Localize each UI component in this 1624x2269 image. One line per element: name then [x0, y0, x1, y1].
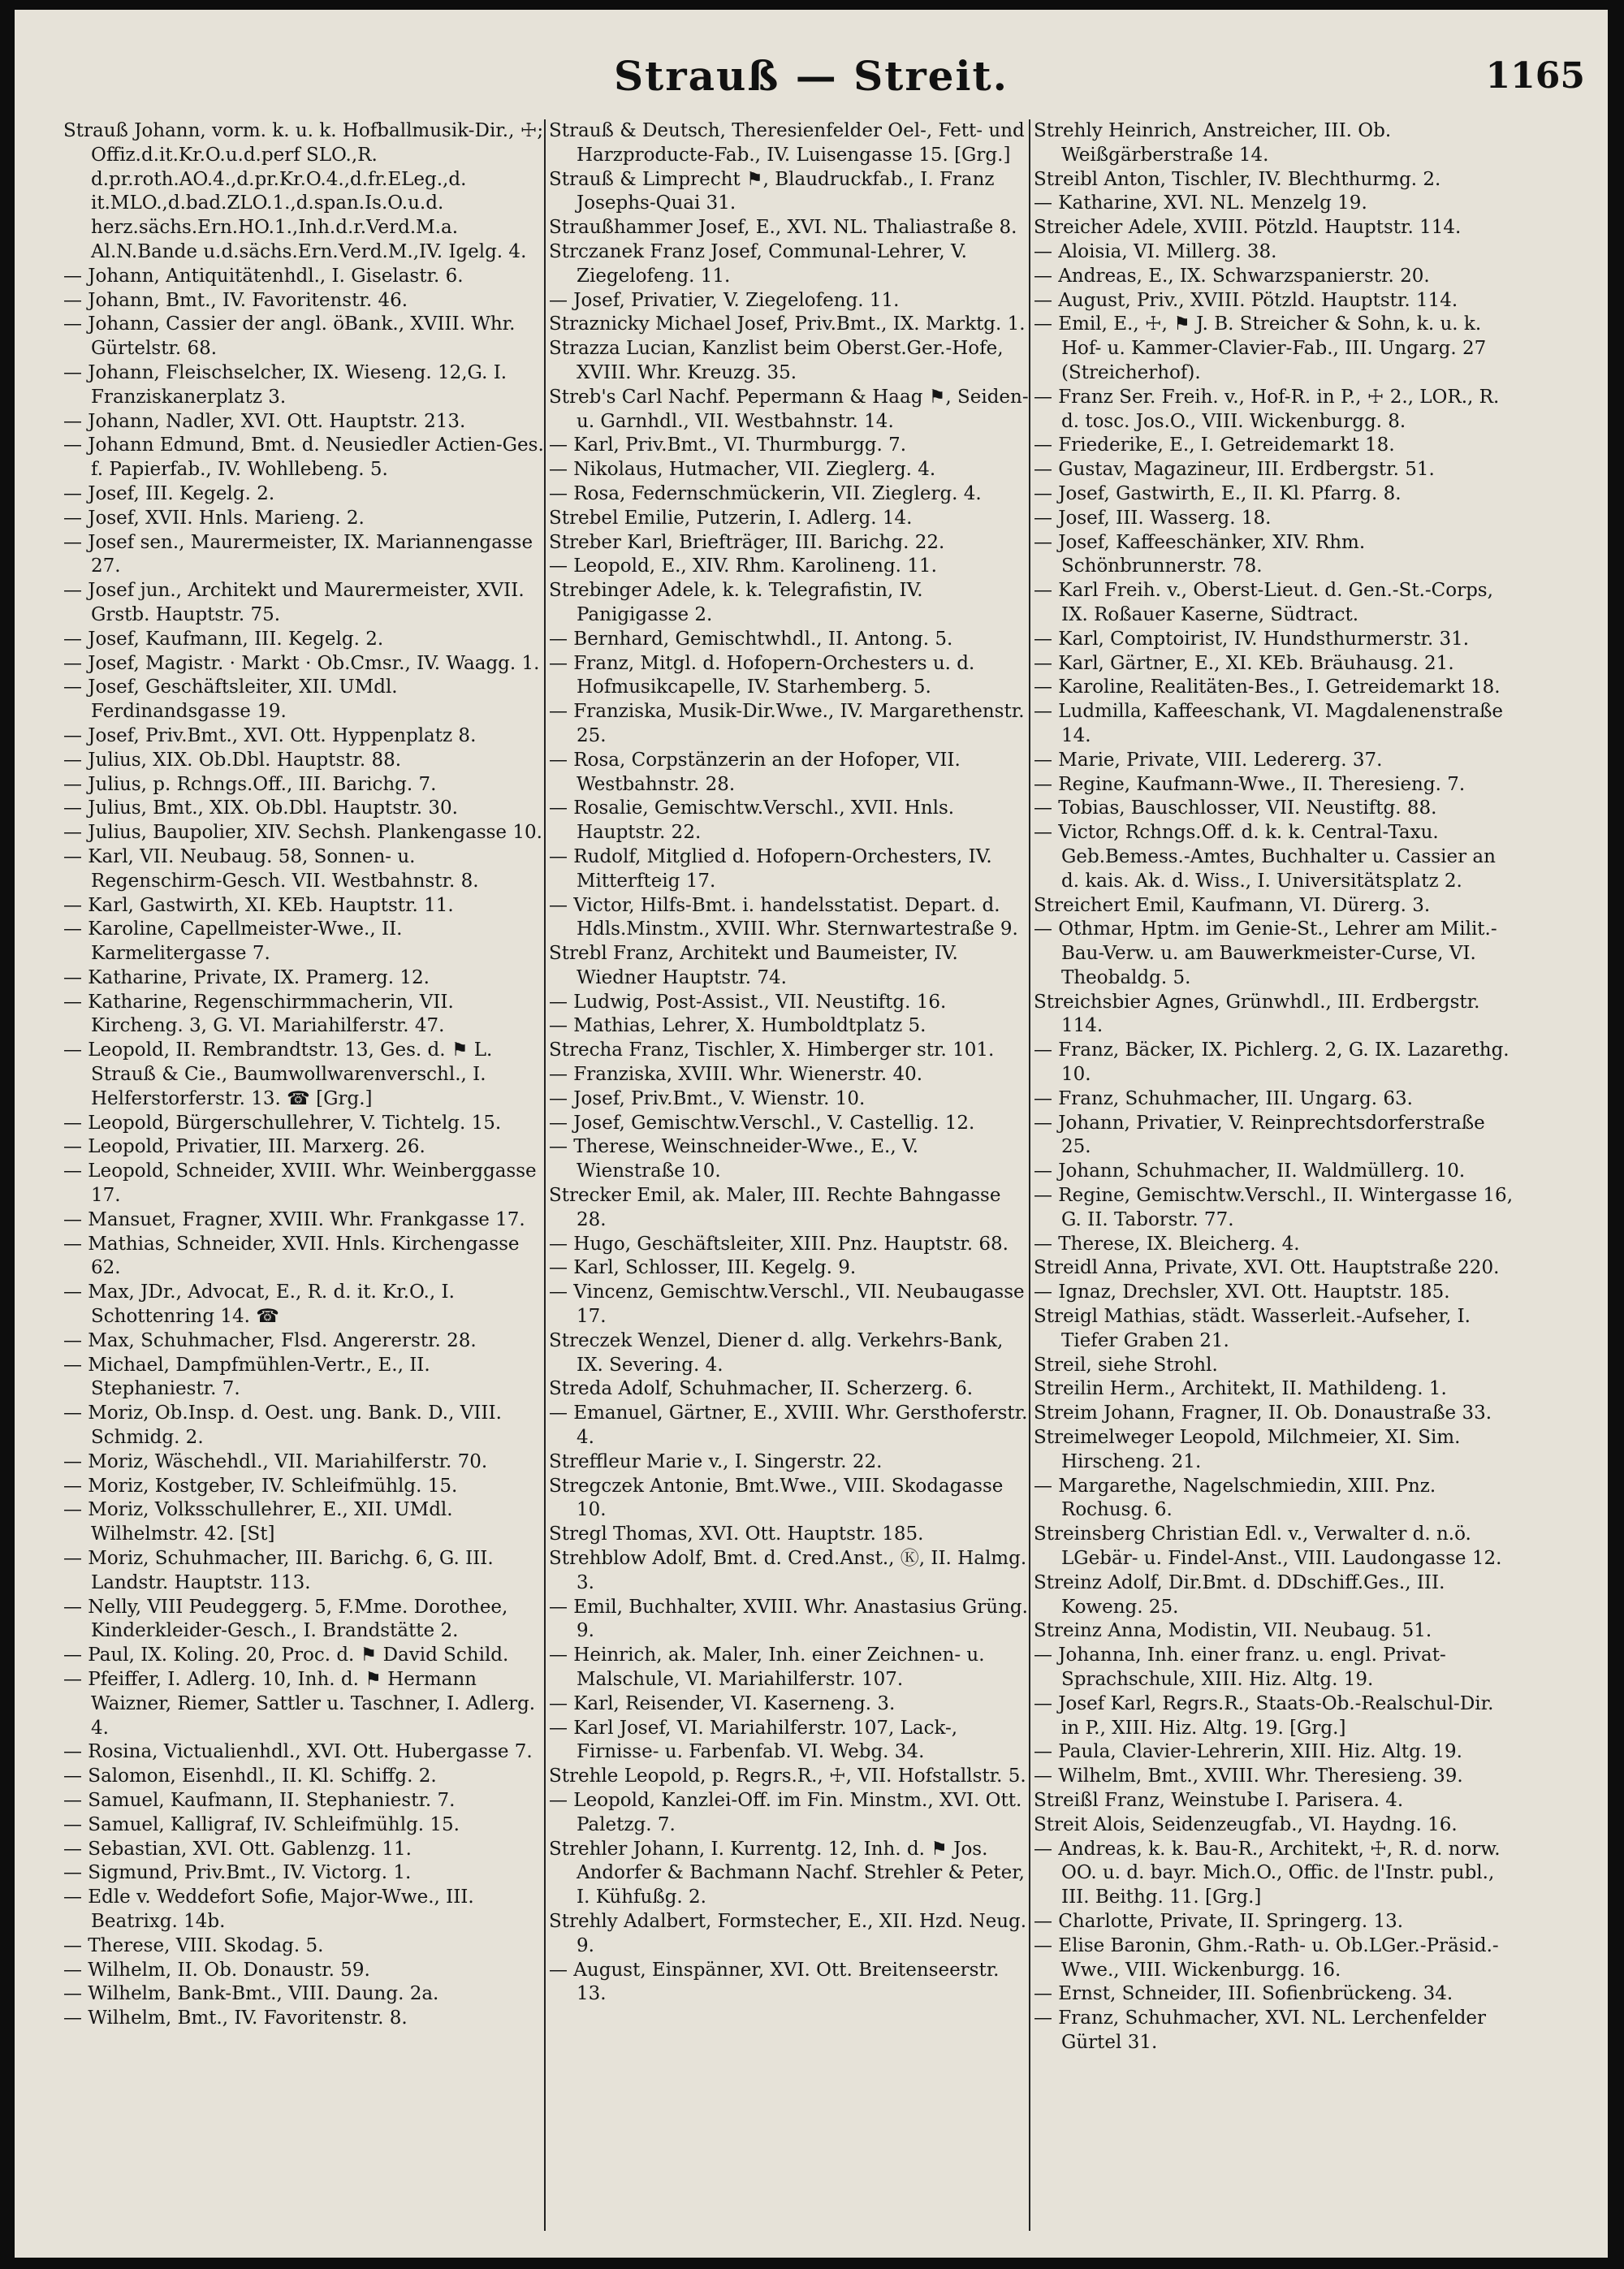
- directory-entry: Strehler Johann, I. Kurrentg. 12, Inh. d. ⚑ Jos. Andorfer & Bachmann Nachf. Strehler & Peter, I. Kühfußg. 2.: [549, 1838, 1025, 1908]
- directory-entry: — Regine, Gemischtw.Verschl., II. Wintergasse 16, G. II. Taborstr. 77.: [1034, 1185, 1514, 1230]
- directory-entry: — Johann, Fleischselcher, IX. Wieseng. 12,G. I. Franziskanerplatz 3.: [63, 361, 508, 408]
- directory-entry: — Therese, Weinschneider-Wwe., E., V. Wienstraße 10.: [549, 1136, 918, 1182]
- directory-entry: — Mathias, Schneider, XVII. Hnls. Kirchengasse 62.: [63, 1233, 520, 1279]
- directory-entry: Streit Alois, Seidenzeugfab., VI. Haydng. 16.: [1034, 1813, 1458, 1835]
- directory-entry: — Ignaz, Drechsler, XVI. Ott. Hauptstr. 185.: [1034, 1281, 1450, 1303]
- directory-entry: Streimelweger Leopold, Milchmeier, XI. Sim. Hirscheng. 21.: [1034, 1427, 1461, 1472]
- directory-entry: — Johann, Cassier der angl. öBank., XVIII. Whr. Gürtelstr. 68.: [63, 313, 516, 360]
- directory-entry: Stregl Thomas, XVI. Ott. Hauptstr. 185.: [549, 1523, 924, 1545]
- directory-entry: — August, Einspänner, XVI. Ott. Breitenseerstr. 13.: [549, 1959, 1000, 2005]
- directory-entry: — Pfeiffer, I. Adlerg. 10, Inh. d. ⚑ Hermann Waizner, Riemer, Sattler u. Taschner, I. Adlerg. 4.: [63, 1669, 536, 1739]
- directory-entry: — Emanuel, Gärtner, E., XVIII. Whr. Gersthoferstr. 4.: [549, 1402, 1028, 1449]
- directory-entry: — Ernst, Schneider, III. Sofienbrückeng. 34.: [1034, 1983, 1453, 2005]
- directory-entry: — Moriz, Schuhmacher, III. Barichg. 6, G. III. Landstr. Hauptstr. 113.: [63, 1548, 494, 1593]
- directory-entry: Streczek Wenzel, Diener d. allg. Verkehrs-Bank, IX. Severing. 4.: [549, 1329, 1004, 1376]
- directory-entry: Streinsberg Christian Edl. v., Verwalter d. n.ö. LGebär- u. Findel-Anst., VIII. Laudongasse 12.: [1034, 1523, 1502, 1570]
- directory-entry: — Andreas, E., IX. Schwarzspanierstr. 20.: [1034, 265, 1430, 287]
- directory-entry: — Katharine, Regenschirmmacherin, VII. Kircheng. 3, G. VI. Mariahilferstr. 47.: [63, 991, 454, 1037]
- directory-entry: — Franz, Mitgl. d. Hofopern-Orchesters u. d. Hofmusikcapelle, IV. Starhemberg. 5.: [549, 652, 975, 698]
- directory-entry: — Vincenz, Gemischtw.Verschl., VII. Neubaugasse 17.: [549, 1281, 1025, 1328]
- directory-entry: — Josef, III. Kegelg. 2.: [63, 482, 275, 504]
- directory-entry: — Josef, Gastwirth, E., II. Kl. Pfarrg. 8.: [1034, 482, 1402, 504]
- directory-entry: — Josef, III. Wasserg. 18.: [1034, 507, 1272, 529]
- directory-entry: — Leopold, E., XIV. Rhm. Karolineng. 11.: [549, 555, 937, 577]
- directory-entry: — Leopold, Kanzlei-Off. im Fin. Minstm., XVI. Ott. Paletzg. 7.: [549, 1789, 1022, 1835]
- directory-entry: — Karl, Comptoirist, IV. Hundsthurmerstr. 31.: [1034, 628, 1470, 650]
- directory-page: [15, 10, 1608, 2258]
- directory-entry: — Johann, Antiquitätenhdl., I. Giselastr. 6.: [63, 265, 464, 287]
- directory-entry: Strecker Emil, ak. Maler, III. Rechte Bahngasse 28.: [549, 1185, 1001, 1230]
- directory-entry: Strczanek Franz Josef, Communal-Lehrer, V. Ziegelofeng. 11.: [549, 240, 967, 287]
- directory-entry: — Josef, Magistr. · Markt · Ob.Cmsr., IV. Waagg. 1.: [63, 652, 540, 674]
- directory-entry: Streißl Franz, Weinstube I. Parisera. 4.: [1034, 1789, 1404, 1811]
- directory-entry: Strebl Franz, Architekt und Baumeister, IV. Wiedner Hauptstr. 74.: [549, 943, 958, 988]
- directory-entry: Straznicky Michael Josef, Priv.Bmt., IX. Marktg. 1.: [549, 313, 1026, 335]
- directory-entry: — Franziska, Musik-Dir.Wwe., IV. Margarethenstr. 25.: [549, 701, 1025, 746]
- directory-entry: — Wilhelm, Bmt., XVIII. Whr. Theresieng. 39.: [1034, 1765, 1463, 1787]
- directory-entry: Streidl Anna, Private, XVI. Ott. Hauptstraße 220.: [1034, 1257, 1500, 1279]
- directory-entry: — Victor, Rchngs.Off. d. k. k. Central-Taxu. Geb.Bemess.-Amtes, Buchhalter u. Cassier an d. kais. Ak. d. Wiss., I. Universitätsplatz 2.: [1034, 822, 1496, 892]
- directory-entry: Streinz Anna, Modistin, VII. Neubaug. 51.: [1034, 1620, 1432, 1642]
- directory-entry: — Josef sen., Maurermeister, IX. Mariannengasse 27.: [63, 531, 533, 577]
- directory-entry: — Nikolaus, Hutmacher, VII. Zieglerg. 4.: [549, 459, 936, 481]
- directory-entry: Strebel Emilie, Putzerin, I. Adlerg. 14.: [549, 507, 913, 529]
- directory-entry: — Josef jun., Architekt und Maurermeister, XVII. Grstb. Hauptstr. 75.: [63, 580, 525, 625]
- directory-entry: — Heinrich, ak. Maler, Inh. einer Zeichnen- u. Malschule, VI. Mariahilferstr. 107.: [549, 1644, 985, 1690]
- directory-entry: Streim Johann, Fragner, II. Ob. Donaustraße 33.: [1034, 1402, 1492, 1424]
- directory-entry: — Josef, Kaffeeschänker, XIV. Rhm. Schönbrunnerstr. 78.: [1034, 531, 1366, 577]
- directory-entry: — Karl Freih. v., Oberst-Lieut. d. Gen.-St.-Corps, IX. Roßauer Kaserne, Südtract.: [1034, 580, 1493, 625]
- directory-entry: — Margarethe, Nagelschmiedin, XIII. Pnz. Rochusg. 6.: [1034, 1475, 1436, 1521]
- directory-entry: Streffleur Marie v., I. Singerstr. 22.: [549, 1450, 883, 1472]
- directory-entry: Strebinger Adele, k. k. Telegrafistin, IV. Panigigasse 2.: [549, 580, 923, 625]
- directory-entry: — Karl, Gastwirth, XI. KEb. Hauptstr. 11.: [63, 894, 454, 916]
- directory-entry: Streichert Emil, Kaufmann, VI. Dürerg. 3.: [1034, 894, 1431, 916]
- directory-entry: — Elise Baronin, Ghm.-Rath- u. Ob.LGer.-Präsid.-Wwe., VIII. Wickenburgg. 16.: [1034, 1934, 1499, 1981]
- directory-entry: — Therese, VIII. Skodag. 5.: [63, 1934, 324, 1956]
- directory-entry: Straußhammer Josef, E., XVI. NL. Thaliastraße 8.: [549, 217, 1017, 239]
- directory-entry: — Salomon, Eisenhdl., II. Kl. Schiffg. 2.: [63, 1765, 437, 1787]
- directory-entry: — Regine, Kaufmann-Wwe., II. Theresieng. 7.: [1034, 773, 1466, 795]
- directory-entry: — Julius, Bmt., XIX. Ob.Dbl. Hauptstr. 30.: [63, 797, 458, 819]
- directory-entry: — Rosalie, Gemischtw.Verschl., XVII. Hnls. Hauptstr. 22.: [549, 797, 955, 844]
- directory-entry: — Julius, Baupolier, XIV. Sechsh. Plankengasse 10.: [63, 822, 542, 844]
- directory-entry: — Leopold, Bürgerschullehrer, V. Tichtelg. 15.: [63, 1112, 502, 1134]
- directory-entry: Streibl Anton, Tischler, IV. Blechthurmg. 2.: [1034, 168, 1441, 190]
- directory-entry: Streichsbier Agnes, Grünwhdl., III. Erdbergstr. 114.: [1034, 991, 1480, 1037]
- directory-entry: Streber Karl, Briefträger, III. Barichg. 22.: [549, 531, 945, 553]
- directory-entry: — Moriz, Ob.Insp. d. Oest. ung. Bank. D., VIII. Schmidg. 2.: [63, 1402, 502, 1449]
- directory-entry: — Johann, Schuhmacher, II. Waldmüllerg. 10.: [1034, 1160, 1466, 1182]
- directory-entry: Strauß Johann, vorm. k. u. k. Hofballmusik-Dir., ☩; Offiz.d.it.Kr.O.u.d.perf SLO.,R. d.pr.roth.AO.4.,d.pr.Kr.O.4.,d.fr.ELeg.,d. it.MLO.,d.bad.ZLO.1.,d.span.Is.O.u.d. herz.sächs.Ern.HO.1.,Inh.d.r.Verd.M.a. Al.N.Bande u.d.sächs.Ern.Verd.M.,IV. Igelg. 4.: [63, 120, 544, 262]
- directory-entry: — Josef Karl, Regrs.R., Staats-Ob.-Realschul-Dir. in P., XIII. Hiz. Altg. 19. [Grg.]: [1034, 1692, 1494, 1739]
- directory-entry: — Ludmilla, Kaffeeschank, VI. Magdalenenstraße 14.: [1034, 701, 1504, 746]
- directory-entry: — Moriz, Volksschullehrer, E., XII. UMdl. Wilhelmstr. 42. [St]: [63, 1499, 453, 1545]
- directory-entry: Strehly Adalbert, Formstecher, E., XII. Hzd. Neug. 9.: [549, 1910, 1027, 1956]
- directory-entry: — Johann, Nadler, XVI. Ott. Hauptstr. 213.: [63, 410, 466, 432]
- page-number: 1165: [1485, 55, 1585, 97]
- directory-entry: — Franziska, XVIII. Whr. Wienerstr. 40.: [549, 1064, 923, 1086]
- directory-entry: Strehle Leopold, p. Regrs.R., ☩, VII. Hofstallstr. 5.: [549, 1765, 1026, 1787]
- directory-entry: — Moriz, Wäschehdl., VII. Mariahilferstr. 70.: [63, 1450, 488, 1472]
- directory-entry: — Katharine, Private, IX. Pramerg. 12.: [63, 966, 430, 988]
- directory-entry: — Franz Ser. Freih. v., Hof-R. in P., ☩ 2., LOR., R. d. tosc. Jos.O., VIII. Wickenburgg. 8.: [1034, 386, 1500, 432]
- directory-entry: — Hugo, Geschäftsleiter, XIII. Pnz. Hauptstr. 68.: [549, 1233, 1009, 1255]
- directory-entry: — Karl, Schlosser, III. Kegelg. 9.: [549, 1257, 857, 1279]
- column-middle: [549, 119, 1032, 2239]
- directory-entry: — Franz, Bäcker, IX. Pichlerg. 2, G. IX. Lazarethg. 10.: [1034, 1039, 1510, 1086]
- directory-entry: — Karoline, Capellmeister-Wwe., II. Karmelitergasse 7.: [63, 918, 403, 965]
- directory-entry: — Josef, Privatier, V. Ziegelofeng. 11.: [549, 289, 900, 311]
- directory-entry: — Tobias, Bauschlosser, VII. Neustiftg. 88.: [1034, 797, 1437, 819]
- directory-entry: — Katharine, XVI. NL. Menzelg 19.: [1034, 192, 1367, 214]
- directory-entry: — Sigmund, Priv.Bmt., IV. Victorg. 1.: [63, 1862, 412, 1884]
- directory-entry: — Mansuet, Fragner, XVIII. Whr. Frankgasse 17.: [63, 1208, 525, 1230]
- directory-entry: — Friederike, E., I. Getreidemarkt 18.: [1034, 434, 1395, 456]
- directory-entry: — Aloisia, VI. Millerg. 38.: [1034, 240, 1277, 262]
- directory-entry: — Franz, Schuhmacher, III. Ungarg. 63.: [1034, 1087, 1413, 1109]
- directory-entry: Streicher Adele, XVIII. Pötzld. Hauptstr. 114.: [1034, 217, 1462, 239]
- directory-entry: Stregczek Antonie, Bmt.Wwe., VIII. Skodagasse 10.: [549, 1475, 1004, 1521]
- directory-entry: — Samuel, Kalligraf, IV. Schleifmühlg. 15.: [63, 1813, 460, 1835]
- page-header: [15, 52, 1608, 117]
- directory-entry: — Josef, Geschäftsleiter, XII. UMdl. Ferdinandsgasse 19.: [63, 676, 398, 723]
- directory-entry: — Max, Schuhmacher, Flsd. Angererstr. 28.: [63, 1329, 477, 1351]
- directory-entry: — Emil, E., ☩, ⚑ J. B. Streicher & Sohn, k. u. k. Hof- u. Kammer-Clavier-Fab., III. Ungarg. 27 (Streicherhof).: [1034, 313, 1487, 383]
- directory-entry: — Johann, Privatier, V. Reinprechtsdorferstraße 25.: [1034, 1112, 1485, 1158]
- directory-entry: — Leopold, Privatier, III. Marxerg. 26.: [63, 1136, 425, 1158]
- directory-entry: — Marie, Private, VIII. Ledererg. 37.: [1034, 749, 1383, 771]
- directory-entry: — Edle v. Weddefort Sofie, Major-Wwe., III. Beatrixg. 14b.: [63, 1887, 474, 1932]
- directory-entry: — Rudolf, Mitglied d. Hofopern-Orchesters, IV. Mitterfteig 17.: [549, 845, 992, 892]
- directory-entry: — Karl, VII. Neubaug. 58, Sonnen- u. Regenschirm-Gesch. VII. Westbahnstr. 8.: [63, 845, 479, 892]
- directory-entry: Streinz Adolf, Dir.Bmt. d. DDschiff.Ges., III. Koweng. 25.: [1034, 1571, 1445, 1618]
- directory-entry: — Rosa, Corpstänzerin an der Hofoper, VII. Westbahnstr. 28.: [549, 749, 961, 795]
- directory-entry: — Karl, Gärtner, E., XI. KEb. Bräuhausg. 21.: [1034, 652, 1454, 674]
- directory-entry: — Josef, Priv.Bmt., XVI. Ott. Hyppenplatz 8.: [63, 724, 477, 746]
- column-left: [63, 119, 546, 2239]
- directory-entry: — Gustav, Magazineur, III. Erdbergstr. 51.: [1034, 459, 1435, 481]
- directory-entry: — Michael, Dampfmühlen-Vertr., E., II. Stephaniestr. 7.: [63, 1354, 430, 1400]
- column-right: [1034, 119, 1517, 2239]
- directory-entry: — Julius, XIX. Ob.Dbl. Hauptstr. 88.: [63, 749, 402, 771]
- directory-entry: — Mathias, Lehrer, X. Humboldtplatz 5.: [549, 1015, 926, 1037]
- directory-entry: — Karl Josef, VI. Mariahilferstr. 107, Lack-, Firnisse- u. Farbenfab. VI. Webg. 34.: [549, 1717, 958, 1763]
- directory-entry: — Josef, XVII. Hnls. Marieng. 2.: [63, 507, 365, 529]
- directory-entry: Strauß & Limprecht ⚑, Blaudruckfab., I. Franz Josephs-Quai 31.: [549, 168, 995, 214]
- directory-entry: Strazza Lucian, Kanzlist beim Oberst.Ger.-Hofe, XVIII. Whr. Kreuzg. 35.: [549, 338, 1004, 383]
- directory-entry: — Karoline, Realitäten-Bes., I. Getreidemarkt 18.: [1034, 676, 1501, 698]
- directory-entry: — Bernhard, Gemischtwhdl., II. Antong. 5.: [549, 628, 953, 650]
- directory-entry: — Charlotte, Private, II. Springerg. 13.: [1034, 1910, 1404, 1932]
- directory-entry: — Franz, Schuhmacher, XVI. NL. Lerchenfelder Gürtel 31.: [1034, 2008, 1487, 2053]
- directory-entry: Strehblow Adolf, Bmt. d. Cred.Anst., Ⓚ, II. Halmg. 3.: [549, 1548, 1027, 1593]
- directory-entry: — Sebastian, XVI. Ott. Gablenzg. 11.: [63, 1838, 412, 1860]
- directory-entry: — Andreas, k. k. Bau-R., Architekt, ☩, R. d. norw. OO. u. d. bayr. Mich.O., Offic. de l'Instr. publ., III. Beithg. 11. [Grg.]: [1034, 1838, 1501, 1908]
- directory-entry: — Victor, Hilfs-Bmt. i. handelsstatist. Depart. d. Hdls.Minstm., XVIII. Whr. Sternwartestraße 9.: [549, 894, 1018, 940]
- directory-entry: Streil, siehe Strohl.: [1034, 1354, 1218, 1376]
- directory-entry: — Rosa, Federnschmückerin, VII. Zieglerg. 4.: [549, 482, 982, 504]
- directory-entry: Strauß & Deutsch, Theresienfelder Oel-, Fett- und Harzproducte-Fab., IV. Luisengasse 15. [Grg.]: [549, 120, 1025, 166]
- directory-entry: — Samuel, Kaufmann, II. Stephaniestr. 7.: [63, 1789, 456, 1811]
- directory-entry: Streigl Mathias, städt. Wasserleit.-Aufseher, I. Tiefer Graben 21.: [1034, 1306, 1471, 1351]
- directory-entry: — August, Priv., XVIII. Pötzld. Hauptstr. 114.: [1034, 289, 1458, 311]
- directory-entry: — Johanna, Inh. einer franz. u. engl. Privat-Sprachschule, XIII. Hiz. Altg. 19.: [1034, 1644, 1446, 1690]
- directory-entry: — Paul, IX. Koling. 20, Proc. d. ⚑ David Schild.: [63, 1644, 509, 1666]
- directory-entry: — Wilhelm, Bank-Bmt., VIII. Daung. 2a.: [63, 1983, 439, 2005]
- directory-entry: Streb's Carl Nachf. Pepermann & Haag ⚑, Seiden- u. Garnhdl., VII. Westbahnstr. 14.: [549, 386, 1029, 432]
- directory-entry: — Wilhelm, Bmt., IV. Favoritenstr. 8.: [63, 2008, 408, 2029]
- directory-entry: Strehly Heinrich, Anstreicher, III. Ob. Weißgärberstraße 14.: [1034, 120, 1392, 166]
- directory-entry: — Leopold, Schneider, XVIII. Whr. Weinberggasse 17.: [63, 1160, 537, 1207]
- directory-entry: — Rosina, Victualienhdl., XVI. Ott. Hubergasse 7.: [63, 1741, 533, 1763]
- directory-entry: — Paula, Clavier-Lehrerin, XIII. Hiz. Altg. 19.: [1034, 1741, 1462, 1763]
- directory-entry: — Julius, p. Rchngs.Off., III. Barichg. 7.: [63, 773, 437, 795]
- directory-entry: — Therese, IX. Bleicherg. 4.: [1034, 1233, 1300, 1255]
- directory-entry: — Josef, Kaufmann, III. Kegelg. 2.: [63, 628, 384, 650]
- directory-entry: — Nelly, VIII Peudeggerg. 5, F.Mme. Dorothee, Kinderkleider-Gesch., I. Brandstätte 2.: [63, 1596, 508, 1642]
- directory-entry: — Johann Edmund, Bmt. d. Neusiedler Actien-Ges. f. Papierfab., IV. Wohllebeng. 5.: [63, 434, 544, 481]
- directory-entry: — Emil, Buchhalter, XVIII. Whr. Anastasius Grüng. 9.: [549, 1596, 1028, 1642]
- directory-entry: — Johann, Bmt., IV. Favoritenstr. 46.: [63, 289, 408, 311]
- directory-entry: — Moriz, Kostgeber, IV. Schleifmühlg. 15.: [63, 1475, 458, 1497]
- directory-entry: — Wilhelm, II. Ob. Donaustr. 59.: [63, 1959, 370, 1981]
- running-head: Strauß — Streit.: [614, 52, 1009, 100]
- directory-entry: — Max, JDr., Advocat, E., R. d. it. Kr.O., I. Schottenring 14. ☎: [63, 1281, 455, 1328]
- directory-entry: — Karl, Reisender, VI. Kaserneng. 3.: [549, 1692, 896, 1714]
- directory-entry: Streda Adolf, Schuhmacher, II. Scherzerg. 6.: [549, 1378, 974, 1400]
- directory-entry: — Othmar, Hptm. im Genie-St., Lehrer am Milit.-Bau-Verw. u. am Bauwerkmeister-Curse, VI. Theobaldg. 5.: [1034, 918, 1497, 988]
- directory-entry: — Ludwig, Post-Assist., VII. Neustiftg. 16.: [549, 991, 947, 1013]
- directory-entry: — Josef, Priv.Bmt., V. Wienstr. 10.: [549, 1087, 866, 1109]
- directory-entry: Strecha Franz, Tischler, X. Himberger str. 101.: [549, 1039, 995, 1061]
- directory-entry: — Josef, Gemischtw.Verschl., V. Castellig. 12.: [549, 1112, 975, 1134]
- directory-entry: — Karl, Priv.Bmt., VI. Thurmburgg. 7.: [549, 434, 907, 456]
- directory-entry: — Leopold, II. Rembrandtstr. 13, Ges. d. ⚑ L. Strauß & Cie., Baumwollwarenverschl., I. Helferstorferstr. 13. ☎ [Grg.]: [63, 1039, 493, 1109]
- directory-entry: Streilin Herm., Architekt, II. Mathildeng. 1.: [1034, 1378, 1447, 1400]
